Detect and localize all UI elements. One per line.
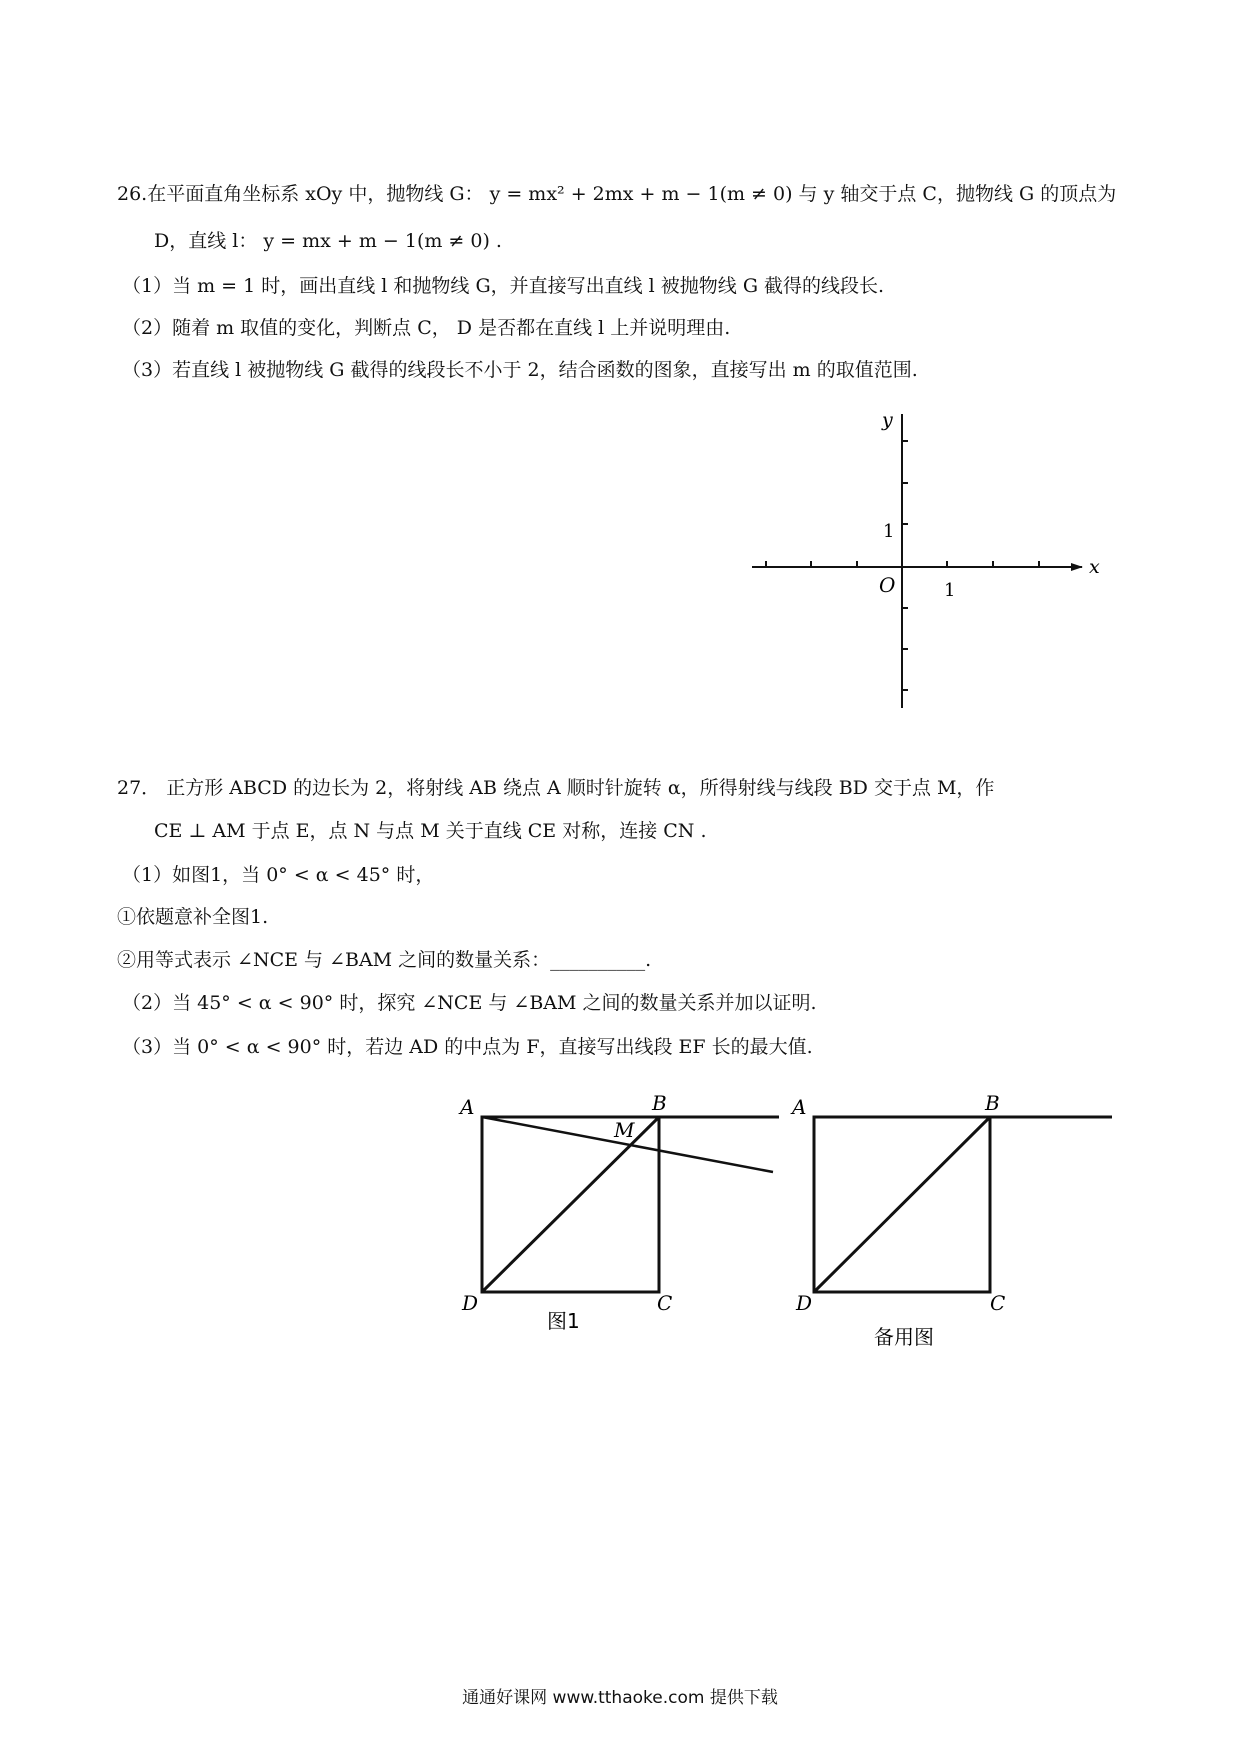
q27-part3: （3）当 0° < α < 90° 时，若边 AD 的中点为 F，直接写出线段 EF 长的最大值. [122, 1036, 813, 1058]
q27-stem-line2: CE ⊥ AM 于点 E，点 N 与点 M 关于直线 CE 对称，连接 CN . [154, 820, 707, 842]
q27-part1-a: ①依题意补全图1. [117, 906, 269, 928]
fig2-label-a: A [792, 1095, 807, 1119]
fig2-label-c: C [990, 1291, 1006, 1315]
fig1-caption: 图1 [547, 1309, 580, 1333]
fig1-label-d: D [462, 1291, 479, 1315]
q26-coordinate-axes [752, 414, 1082, 708]
q26-part2: （2）随着 m 取值的变化，判断点 C， D 是否都在直线 l 上并说明理由. [122, 317, 731, 339]
q27-stem-line1: 27． 正方形 ABCD 的边长为 2，将射线 AB 绕点 A 顺时针旋转 α，所得射线与线段 BD 交于点 M，作 [117, 777, 995, 799]
fig1-label-b: B [652, 1091, 667, 1115]
q26-stem-line2: D，直线 l： y = mx + m − 1(m ≠ 0) . [154, 230, 502, 252]
q27-part2: （2）当 45° < α < 90° 时，探究 ∠NCE 与 ∠BAM 之间的数量关系并加以证明. [122, 992, 817, 1014]
fig2-label-b: B [985, 1091, 1000, 1115]
fig1-label-m: M [614, 1118, 635, 1142]
q27-figure-1 [482, 1117, 779, 1292]
fig1-diagonal-bd [482, 1117, 659, 1292]
y-tick-label-1: 1 [883, 521, 895, 542]
fig2-caption: 备用图 [874, 1325, 934, 1349]
x-tick-label-1: 1 [944, 580, 956, 601]
q27-part1: （1）如图1，当 0° < α < 45° 时， [122, 864, 435, 886]
q26-stem-line1: 26.在平面直角坐标系 xOy 中，抛物线 G： y = mx² + 2mx + m − 1(m ≠ 0) 与 y 轴交于点 C，抛物线 G 的顶点为 [117, 183, 1117, 205]
y-axis-label: y [882, 409, 893, 431]
x-axis-label: x [1089, 556, 1100, 578]
q27-part1-b: ②用等式表示 ∠NCE 与 ∠BAM 之间的数量关系：__________. [117, 949, 652, 971]
fig1-label-c: C [657, 1291, 673, 1315]
fig2-diagonal-bd [814, 1117, 990, 1292]
origin-label: O [879, 573, 896, 597]
page-footer: 通通好课网 www.tthaoke.com 提供下载 [462, 1688, 778, 1708]
fig1-label-a: A [460, 1095, 475, 1119]
q26-part3: （3）若直线 l 被抛物线 G 截得的线段长不小于 2，结合函数的图象，直接写出 m 的取值范围. [122, 359, 918, 381]
q26-part1: （1）当 m = 1 时，画出直线 l 和抛物线 G，并直接写出直线 l 被抛物线 G 截得的线段长. [122, 275, 885, 297]
fig2-label-d: D [796, 1291, 813, 1315]
q27-figure-backup [814, 1117, 1112, 1292]
